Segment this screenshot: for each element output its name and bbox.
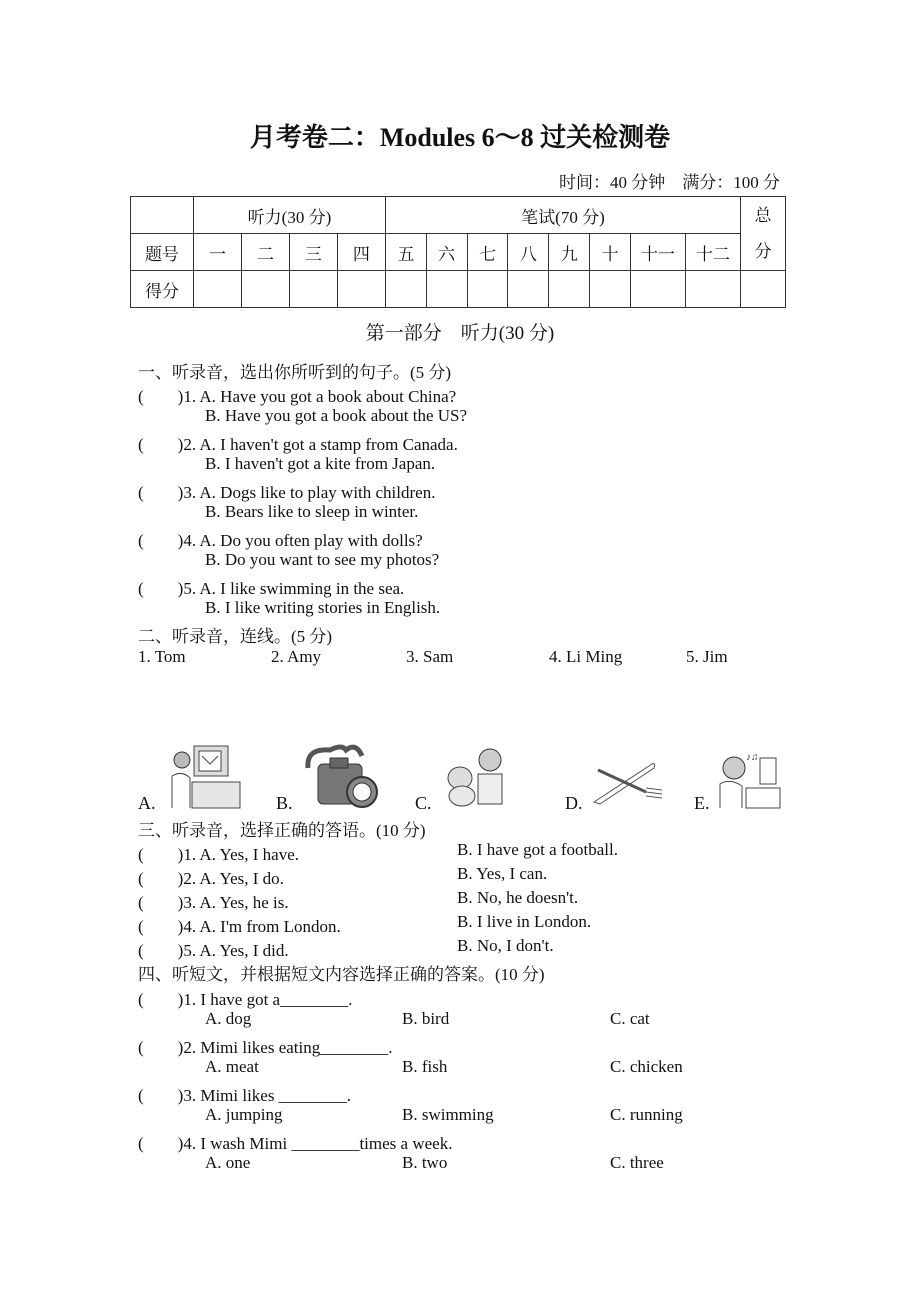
name-tom: 1. Tom: [138, 647, 186, 666]
page-title: 月考卷二：Modules 6～8 过关检测卷: [249, 123, 671, 152]
option-line: B. I haven't got a kite from Japan.: [205, 454, 436, 473]
question-option-a: ( )5. A. Yes, I did.: [138, 941, 289, 960]
section3-heading: 三、听录音，选择正确的答语。(10 分): [138, 821, 426, 840]
knife-and-fork-icon: [590, 758, 670, 808]
question-number: 三: [289, 234, 337, 271]
question-number: 九: [549, 234, 590, 271]
name-jim: 5. Jim: [686, 647, 728, 666]
svg-text:♪♫: ♪♫: [746, 752, 759, 763]
score-cell[interactable]: [241, 271, 289, 308]
score-cell[interactable]: [508, 271, 549, 308]
question-line: ( )3. Mimi likes ________.: [138, 1086, 351, 1105]
score-cell[interactable]: [467, 271, 508, 308]
question-number: 一: [194, 234, 242, 271]
question-number: 七: [467, 234, 508, 271]
row-label-score: 得分: [131, 271, 194, 308]
option-line: B. Bears like to sleep in winter.: [205, 502, 419, 521]
question-number: 六: [426, 234, 467, 271]
writing-group-header: 笔试(70 分): [385, 197, 740, 234]
score-table-corner: [131, 197, 194, 234]
score-cell[interactable]: [549, 271, 590, 308]
question-option-b: B. No, he doesn't.: [457, 888, 579, 907]
option-a: A. jumping: [205, 1105, 283, 1124]
listening-group-header: 听力(30 分): [194, 197, 386, 234]
score-cell[interactable]: [426, 271, 467, 308]
part-one-heading: 第一部分 听力(30 分): [365, 323, 555, 344]
question-option-a: ( )4. A. I'm from London.: [138, 917, 341, 936]
question-line: ( )4. A. Do you often play with dolls?: [138, 531, 423, 550]
total-header: 总 分: [741, 197, 786, 271]
score-cell[interactable]: [337, 271, 385, 308]
question-option-b: B. No, I don't.: [457, 936, 554, 955]
option-line: B. Have you got a book about the US?: [205, 406, 468, 425]
boy-listening-music-icon: [716, 750, 782, 810]
question-line: ( )2. A. I haven't got a stamp from Canada.: [138, 435, 458, 454]
score-cell[interactable]: [686, 271, 741, 308]
question-line: ( )1. I have got a________.: [138, 990, 353, 1009]
question-line: ( )4. I wash Mimi ________times a week.: [138, 1134, 453, 1153]
option-c: C. cat: [610, 1009, 650, 1028]
question-number: 八: [508, 234, 549, 271]
question-number: 五: [385, 234, 426, 271]
question-number: 十: [590, 234, 631, 271]
camera-icon: [302, 742, 382, 810]
option-line: B. Do you want to see my photos?: [205, 550, 440, 569]
option-b: B. bird: [402, 1009, 450, 1028]
question-number: 十一: [631, 234, 686, 271]
name-sam: 3. Sam: [406, 647, 454, 666]
score-cell[interactable]: [385, 271, 426, 308]
section2-heading: 二、听录音，连线。(5 分): [138, 627, 333, 646]
option-c: C. three: [610, 1153, 664, 1172]
option-a: A. dog: [205, 1009, 252, 1028]
score-cell[interactable]: [590, 271, 631, 308]
exam-meta: 时间：40 分钟 满分：100 分: [559, 173, 780, 192]
question-option-b: B. Yes, I can.: [457, 864, 548, 883]
option-b: B. two: [402, 1153, 448, 1172]
question-option-a: ( )3. A. Yes, he is.: [138, 893, 289, 912]
score-table: [130, 196, 786, 308]
picture-label-e: E.: [694, 793, 710, 813]
section4-heading: 四、听短文，并根据短文内容选择正确的答案。(10 分): [138, 965, 545, 984]
option-b: B. fish: [402, 1057, 448, 1076]
option-c: C. chicken: [610, 1057, 683, 1076]
picture-label-a: A.: [138, 793, 156, 813]
boy-with-dog-icon: [442, 746, 512, 808]
picture-label-b: B.: [276, 793, 293, 813]
option-c: C. running: [610, 1105, 683, 1124]
question-option-a: ( )2. A. Yes, I do.: [138, 869, 284, 888]
score-cell[interactable]: [194, 271, 242, 308]
row-label-number: 题号: [131, 234, 194, 271]
boy-at-computer-icon: [166, 742, 244, 810]
question-option-b: B. I live in London.: [457, 912, 592, 931]
score-cell-total[interactable]: [741, 271, 786, 308]
question-option-a: ( )1. A. Yes, I have.: [138, 845, 300, 864]
question-option-b: B. I have got a football.: [457, 840, 618, 859]
question-number: 二: [241, 234, 289, 271]
question-line: ( )2. Mimi likes eating________.: [138, 1038, 393, 1057]
option-line: B. I like writing stories in English.: [205, 598, 441, 617]
name-li-ming: 4. Li Ming: [549, 647, 623, 666]
option-a: A. meat: [205, 1057, 259, 1076]
question-line: ( )1. A. Have you got a book about China?: [138, 387, 457, 406]
question-line: ( )3. A. Dogs like to play with children.: [138, 483, 436, 502]
question-number: 十二: [686, 234, 741, 271]
picture-label-c: C.: [415, 793, 432, 813]
score-cell[interactable]: [289, 271, 337, 308]
question-number: 四: [337, 234, 385, 271]
option-a: A. one: [205, 1153, 251, 1172]
option-b: B. swimming: [402, 1105, 494, 1124]
section1-heading: 一、听录音，选出你所听到的句子。(5 分): [138, 363, 452, 382]
name-amy: 2. Amy: [271, 647, 322, 666]
question-line: ( )5. A. I like swimming in the sea.: [138, 579, 405, 598]
picture-label-d: D.: [565, 793, 583, 813]
score-cell[interactable]: [631, 271, 686, 308]
